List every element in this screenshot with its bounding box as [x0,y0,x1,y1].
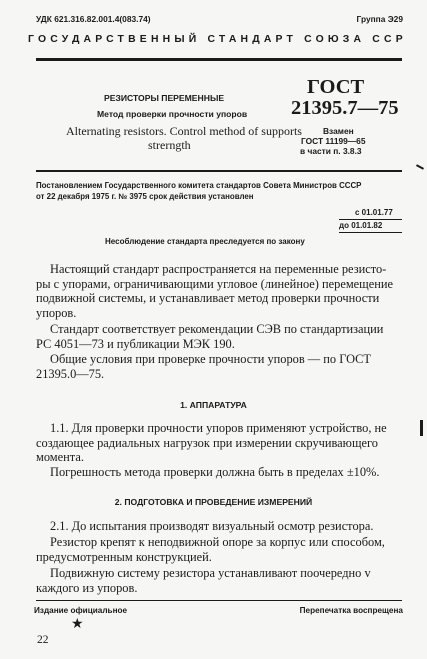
udk-code: УДК 621.316.82.001.4(083.74) [36,14,151,24]
text-line: Настоящий стандарт распространяется на переменные резисто- [50,262,387,276]
reprint-notice: Перепечатка воспрещена [299,606,403,615]
text-line: каждого из упоров. [36,580,138,595]
legal-notice: Несоблюдение стандарта преследуется по закону [105,237,305,246]
text-line: упоров. [36,305,77,320]
official-edition: Издание официальное [34,606,128,615]
text-line: создающее радиальных нагрузок при измерении скручивающего [36,435,378,450]
text-line: 21395.0—75. [36,366,105,381]
title-rule [36,170,402,172]
scan-mark [416,164,424,170]
intro-paragraph [36,262,402,320]
text-line: РС 4051—73 и публикации МЭК 190. [36,336,235,351]
text-line: предусмотренным конструкцией. [36,549,212,564]
section2-paragraph [36,566,402,595]
header-rule [36,58,402,61]
footer-rule [36,600,402,601]
decree-line2: от 22 декабря 1975 г. № 3975 срок действия установлен [36,192,254,201]
section1-paragraph: Погрешность метода проверки должна быть в пределах ±10%. [50,465,380,479]
effective-from: с 01.01.77 [355,208,393,217]
date-underline [339,232,402,233]
intro-paragraph [36,322,402,351]
decree-line1: Постановлением Государственного комитета стандартов Совета Министров СССР [36,181,362,190]
section1-paragraph [36,421,402,465]
text-line: Резистор крепят к неподвижной опоре за корпус или способом, [50,535,385,549]
text-line: момента. [36,450,84,465]
gost-label: ГОСТ [307,76,365,98]
english-title-line2: strerngth [148,138,191,152]
replaces-part: в части п. 3.8.3 [300,146,362,156]
section2-paragraph [36,535,402,564]
scan-mark [420,420,423,436]
document-title: РЕЗИСТОРЫ ПЕРЕМЕННЫЕ [104,93,225,103]
english-title-line1: Alternating resistors. Control method of supports [66,124,302,138]
gost-number: 21395.7—75 [291,97,399,119]
section2-paragraph: 2.1. До испытания производят визуальный осмотр резистора. [50,519,374,533]
text-line: подвижной системы, и устанавливает метод проверки прочности [36,291,380,306]
document-subtitle: Метод проверки прочности упоров [97,109,248,119]
text-line: Стандарт соответствует рекомендации СЭВ по стандартизации [50,322,384,336]
intro-paragraph [36,352,402,381]
effective-until: до 01.01.82 [339,221,383,230]
group-code: Группа Э29 [356,14,403,24]
page-number: 22 [37,634,49,646]
section-heading: 1. АППАРАТУРА [180,400,247,410]
text-line: Общие условия при проверке прочности упоров — по ГОСТ [50,352,372,366]
replaces-gost: ГОСТ 11199—65 [301,136,366,146]
date-underline [339,219,402,220]
text-line: 1.1. Для проверки прочности упоров применяют устройство, не [50,421,387,435]
star-icon: ★ [71,617,84,632]
section-heading: 2. ПОДГОТОВКА И ПРОВЕДЕНИЕ ИЗМЕРЕНИЙ [114,497,313,507]
replaces-label: Взамен [323,126,354,136]
text-line: Подвижную систему резистора устанавливают поочередно v [50,566,371,580]
standard-banner: ГОСУДАРСТВЕННЫЙ СТАНДАРТ СОЮЗА ССР [28,34,407,45]
text-line: ры с упорами, ограничивающими угловое (линейное) перемещение [36,276,393,291]
